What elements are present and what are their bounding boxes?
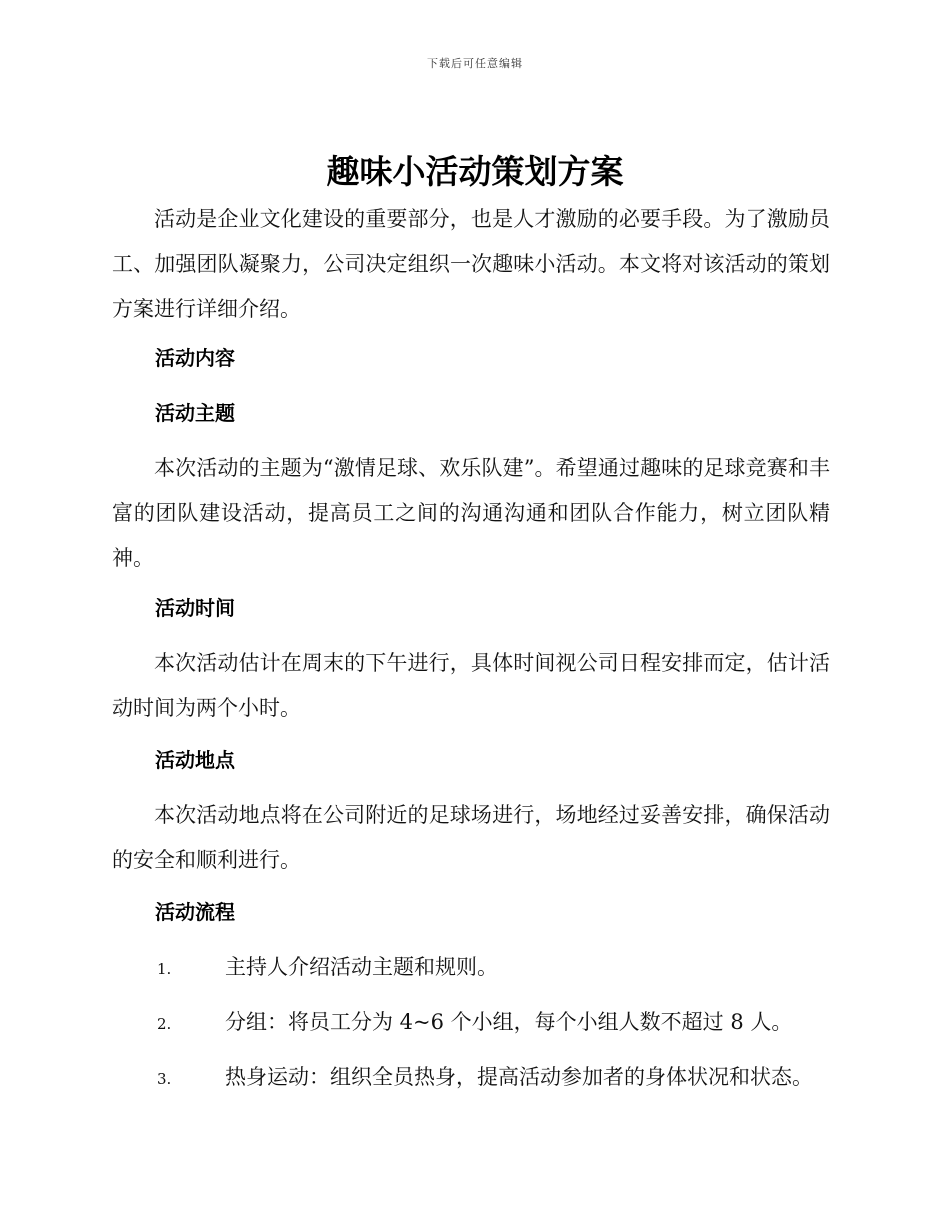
time-paragraph: 本次活动估计在周末的下午进行，具体时间视公司日程安排而定，估计活动时间为两个小时。: [112, 651, 830, 720]
list-number: 3.: [157, 1070, 172, 1088]
heading-activity-theme: 活动主题: [155, 401, 235, 425]
list-text: 分组：将员工分为 4~6 个小组，每个小组人数不超过 8 人。: [225, 1010, 793, 1034]
document-title: 趣味小活动策划方案: [326, 152, 624, 191]
list-number: 2.: [157, 1015, 172, 1033]
place-paragraph: 本次活动地点将在公司附近的足球场进行，场地经过妥善安排，确保活动的安全和顺利进行。: [112, 803, 830, 872]
heading-activity-time: 活动时间: [155, 596, 235, 620]
theme-paragraph: 本次活动的主题为“激情足球、欢乐队建”。希望通过趣味的足球竞赛和丰富的团队建设活动，提高员工之间的沟通沟通和团队合作能力，树立团队精神。: [112, 456, 830, 570]
header-note: 下载后可任意编辑: [427, 57, 523, 70]
list-number: 1.: [157, 960, 172, 978]
flow-list-item: [157, 1007, 847, 1039]
heading-activity-place: 活动地点: [155, 748, 235, 772]
heading-activity-flow: 活动流程: [155, 900, 235, 924]
intro-paragraph: 活动是企业文化建设的重要部分，也是人才激励的必要手段。为了激励员工、加强团队凝聚力，公司决定组织一次趣味小活动。本文将对该活动的策划方案进行详细介绍。: [112, 207, 830, 321]
list-text: 主持人介绍活动主题和规则。: [225, 955, 498, 979]
list-text: 热身运动：组织全员热身，提高活动参加者的身体状况和状态。: [225, 1065, 813, 1089]
heading-activity-content: 活动内容: [155, 346, 235, 370]
flow-list-item: [157, 952, 847, 984]
flow-list-item: [157, 1062, 847, 1094]
